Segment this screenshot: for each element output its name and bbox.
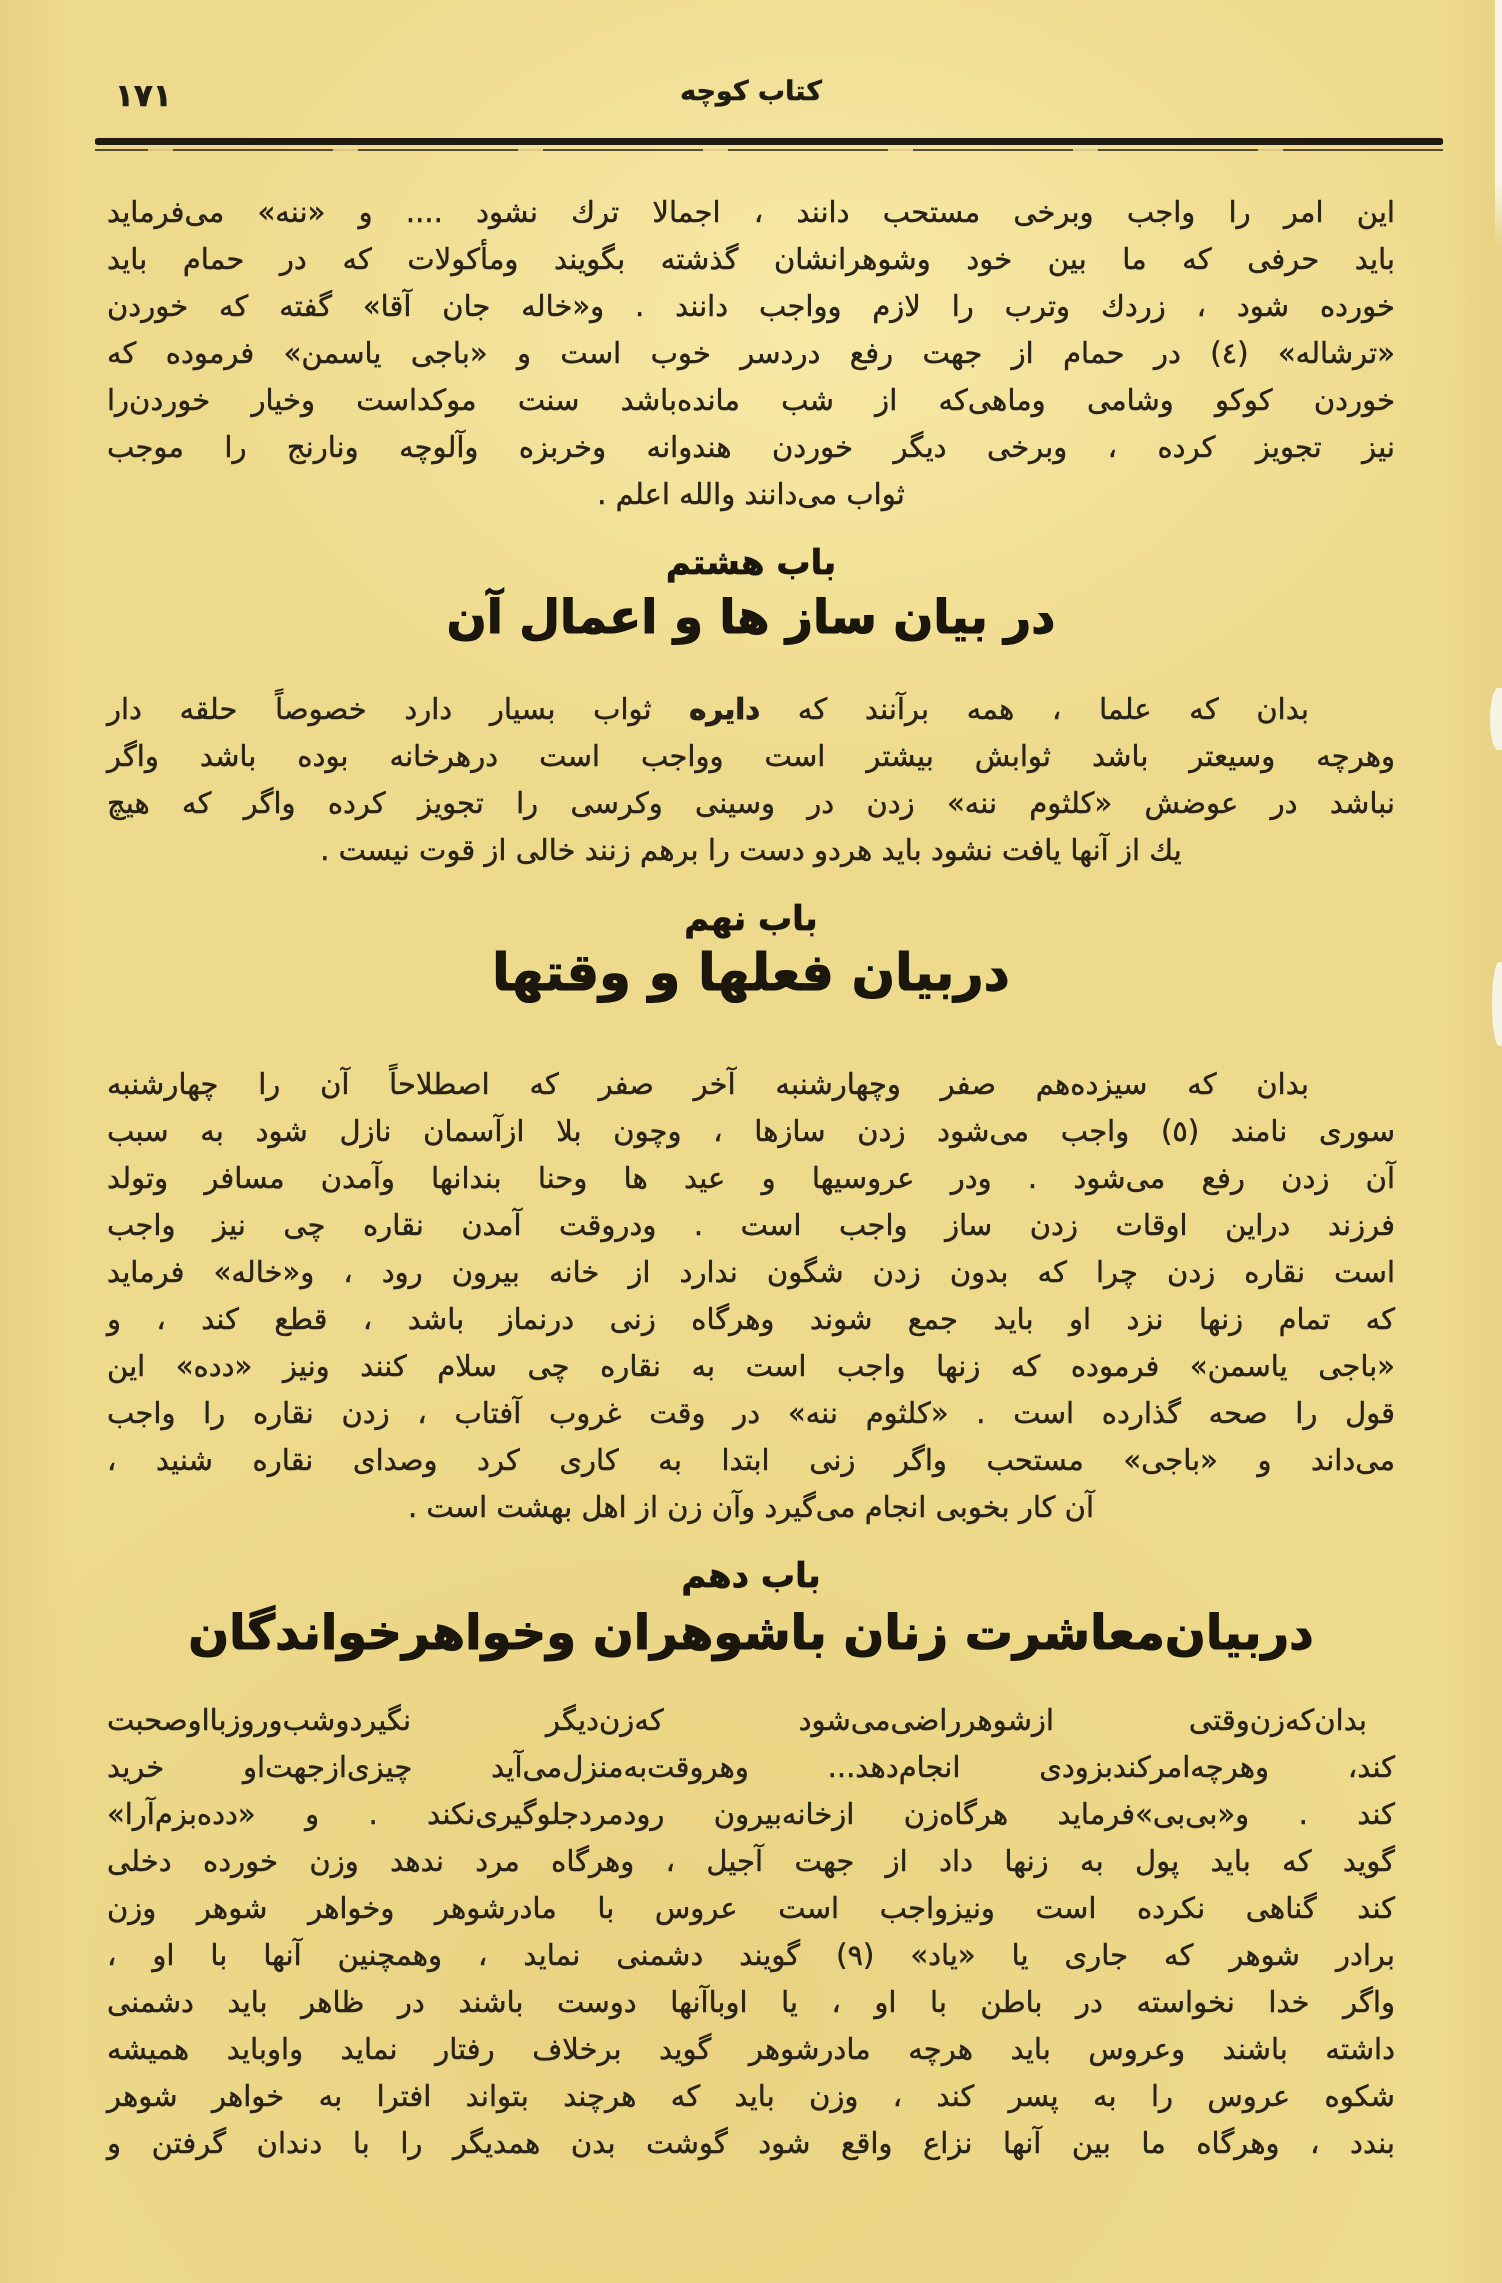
chapter-kicker: باب دهم [681,1556,821,1596]
body-line: است نقاره زدن چرا که بدون زدن شگون ندارد از خانه بیرون رود ، و«خاله» فرماید [107,1255,1395,1289]
body-line: خورده شود ، زردك وترب را لازم وواجب دانند . و«خاله جان آقا» گفته که خوردن [107,289,1395,323]
body-line: سوری نامند (٥) واجب می‌شود زدن سازها ، وچون بلا ازآسمان نازل شود به سبب [107,1114,1395,1148]
body-line-last: ثواب می‌دانند والله اعلم . [597,477,905,511]
body-line: «ترشاله» (٤) در حمام از جهت رفع دردسر خوب است و «باجی یاسمن» فرموده که [107,336,1395,370]
body-line: می‌داند و «باجی» مستحب واگر زنی ابتدا به کاری کرد وصدای نقاره شنید ، [107,1443,1395,1477]
body-line: فرزند دراین اوقات زدن ساز واجب است . ودروقت آمدن نقاره چی نیز واجب [107,1208,1395,1242]
body-line: نباشد در عوضش «کلثوم ننه» زدن در وسینی وکرسی را تجویز کرده واگر که هیچ [107,786,1395,820]
body-line: واگر خدا نخواسته در باطن با او ، یا اوباآنها دوست باشند در ظاهر باید دشمنی [107,1985,1395,2019]
body-line: بدان که سیزده‌هم صفر وچهارشنبه آخر صفر که اصطلاحاً آن را چهارشنبه [107,1067,1309,1101]
body-line: باید حرفی که ما بین خود وشوهرانشان گذشته بگویند ومأکولات که در حمام باید [107,242,1395,276]
paper-tear-notch [1490,688,1502,750]
body-line: کند . و«بی‌بی»فرماید هرگاه‌زن ازخانه‌بیرون رودمردجلوگیری‌نکند . و «دده‌بزم‌آرا» [107,1797,1395,1831]
page-header [107,76,1395,118]
paper-tear-notch [1492,962,1502,1046]
book-title: کتاب کوچه [680,76,822,107]
body-line: کند، وهرچه‌امرکندبزودی انجام‌دهد... وهروقت‌به‌منزل‌می‌آید چیزی‌ازجهت‌او خرید [107,1750,1395,1784]
header-rule-thick-line [95,138,1443,145]
body-line: کند گناهی نکرده است ونیزواجب است عروس با مادرشوهر وخواهر شوهر وزن [107,1891,1395,1925]
header-rule-thin-line [95,149,1443,151]
body-line: که تمام زنها نزد او باید جمع شوند وهرگاه زنی درنماز باشد ، قطع کند ، و [107,1302,1395,1336]
body-line [107,686,1395,733]
body-line: نیز تجویز کرده ، وبرخی دیگر خوردن هندوانه وخربزه وآلوچه ونارنج را موجب [107,430,1395,464]
chapter-kicker: باب نهم [684,899,818,939]
body-line: این امر را واجب وبرخی مستحب دانند ، اجمالا ترك نشود .... و «ننه» می‌فرماید [107,195,1395,229]
line-text: ثواب بسیار دارد خصوصاً حلقه دار [107,692,690,726]
body-line: شکوه عروس را به پسر کند ، وزن باید که هرچند بتواند افترا به خواهر شوهر [107,2079,1395,2113]
header-rule [95,138,1443,151]
body-line: وهرچه وسیعتر باشد ثوابش بیشتر است وواجب است درهرخانه بوده باشد واگر [107,739,1395,773]
chapter-9-heading [107,896,1395,1006]
chapter-kicker: باب هشتم [665,543,837,583]
scan-edge-artifact [1495,0,1502,250]
body-line-last: یك از آنها یافت نشود باید هردو دست را برهم زنند خالی از قوت نیست . [320,833,1182,867]
chapter-title: دربیان فعلها و وقتها [492,944,1010,1003]
body-line: داشته باشند وعروس باید هرچه مادرشوهر گوید برخلاف رفتار نماید واوباید همیشه [107,2032,1395,2066]
body-line: گوید که باید پول به زنها داد از جهت آجیل ، وهرگاه مرد ندهد وزن خورده دخلی [107,1844,1395,1878]
chapter-8-heading [107,540,1395,650]
chapter-10-heading [107,1553,1395,1667]
body-line: بندد ، وهرگاه ما بین آنها نزاع واقع شود گوشت بدن همدیگر را با دندان گرفتن و [107,2126,1395,2160]
paragraph-chapter-10 [107,1697,1395,2167]
body-line: «باجی یاسمن» فرموده که زنها واجب است به نقاره چی سلام کنند ونیز «دده» این [107,1349,1395,1383]
paragraph-continuation [107,189,1395,518]
body-line: خوردن کوکو وشامی وماهی‌که از شب مانده‌باشد سنت موکداست وخیار خوردن‌را [107,383,1395,417]
page-number: ۱۷۱ [115,78,172,114]
body-line: بدان‌که‌زن‌وقتی ازشوهرراضی‌می‌شود که‌زن‌دیگر نگیردوشب‌وروزبااوصحبت [107,1703,1367,1737]
paragraph-chapter-8 [107,686,1395,874]
paragraph-chapter-9 [107,1061,1395,1531]
body-line: برادر شوهر که جاری یا «یاد» (٩) گویند دشمنی نماید ، وهمچنین آنها با او ، [107,1938,1396,1972]
page-content [0,76,1502,2167]
emphasized-word: دایره [689,692,761,726]
chapter-title: دربیان‌معاشرت زنان باشوهران وخواهرخواندگان [188,1605,1314,1661]
body-line-last: آن کار بخوبی انجام می‌گیرد وآن زن از اهل بهشت است . [407,1490,1095,1524]
line-text: بدان که علما ، همه برآنند که [760,692,1309,726]
chapter-title: در بیان ساز ها و اعمال آن [446,590,1056,645]
body-line: قول را صحه گذارده است . «کلثوم ننه» در وقت غروب آفتاب ، زدن نقاره را واجب [107,1396,1395,1430]
body-line: آن زدن رفع می‌شود . ودر عروسیها و عید ها وحنا بندانها وآمدن مسافر وتولد [107,1161,1395,1195]
